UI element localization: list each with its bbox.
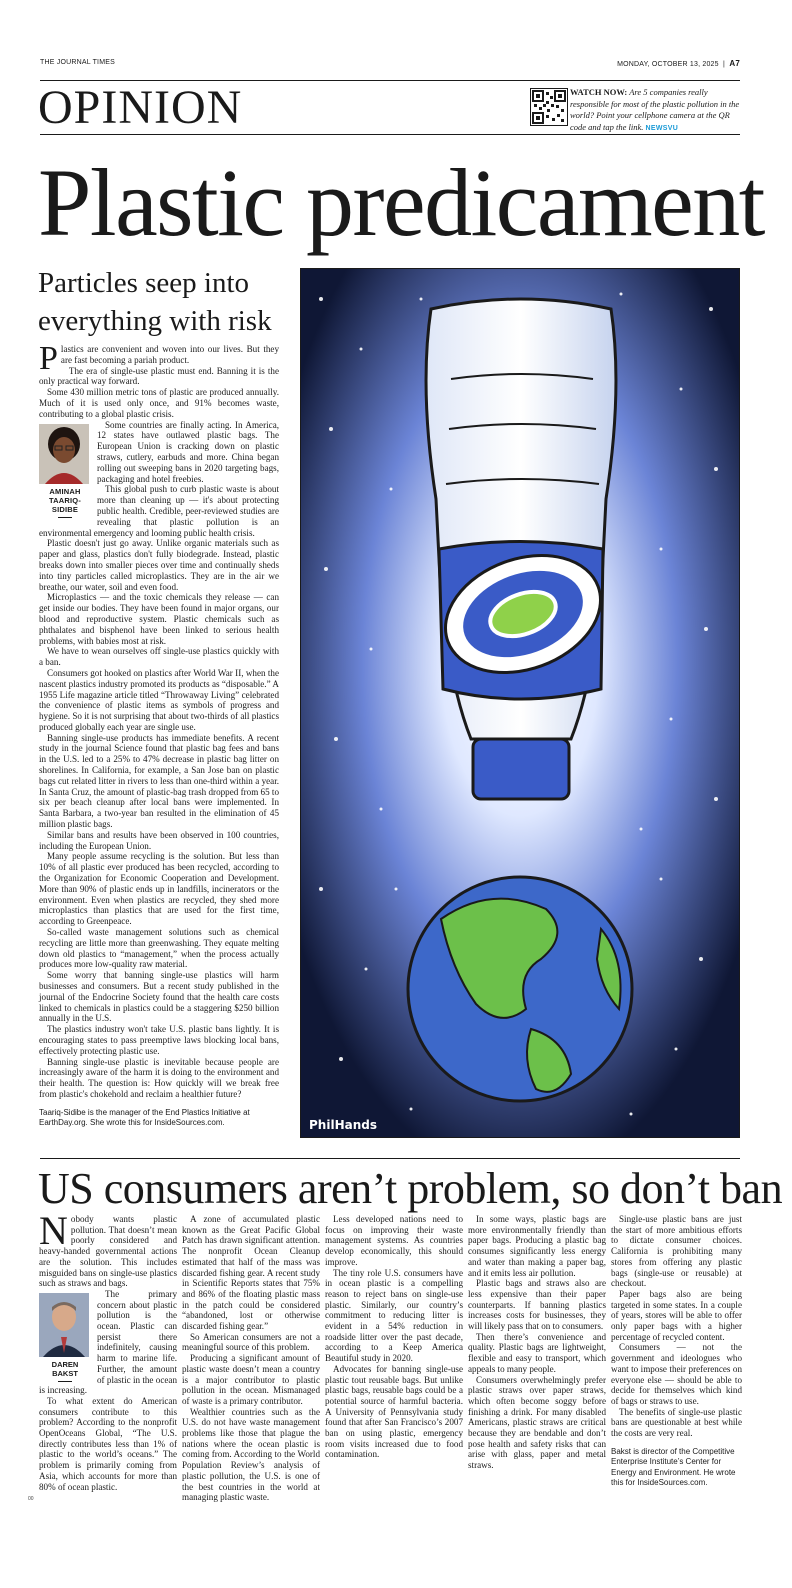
paragraph: Microplastics — and the toxic chemicals they release — can get inside our bodies. They have been found in major organs, our blood and reproductive system. Plastic chemicals such as phthalates and bisphenol have been linked to serious health problems, with babies most at risk. [39,592,279,646]
article1-deck: Particles seep into everything with risk [38,267,272,337]
page-number: A7 [729,59,740,68]
paragraph: So-called waste management solutions such as chemical recycling are little more than greenwashing. They equate melting down old plastics to “management,” when the process actually produces more low-quality raw material. [39,927,279,970]
article2-lead: obody wants plastic pollution. That doesn’t mean poorly considered and heavy-handed governmental actions are the solution. This includes misguided bans on single-use plastics such as straws and bags. [39,1214,177,1289]
divider [58,517,72,518]
author-tagline: Bakst is director of the Competitive Enterprise Institute’s Center for Energy and Environment. He wrote this for InsideSources.com. [611,1446,736,1488]
paragraph: To what extent do American consumers contribute to this problem? According to the nonprofit OpenOceans Global, “The U.S. directly contributes less than 1% of plastic to the world’s oceans.” The problem is primarily coming from Asia, which accounts for more than 80% of ocean plastic. [39,1395,177,1492]
editorial-cartoon [300,268,740,1138]
section-title: OPINION [38,81,243,134]
dropcap: N [39,1208,68,1253]
article2-headline: US consumers aren’t problem, so don’t ban [38,1164,783,1213]
promo-body: Are 5 companies really responsible for most of the plastic pollution in the world? Point your cellphone camera at the QR code and tap the link. [570,87,740,132]
author-name-line: AMINAH [49,486,81,496]
page-code: 00 [28,1496,34,1502]
paragraph: Paper bags also are being targeted in some states. In a couple of years, stores will be able to offer only paper bags with a higher percentage of recycled content. [611,1288,742,1342]
paragraph: Single-use plastic bans are just the start of more ambitious efforts to dictate consumer choices. California is prohibiting many stores from offering any plastic bags (single-use or reusable) at checkout. [611,1214,742,1289]
article2-column-3 [325,1214,463,1460]
article2-column-2 [182,1214,320,1503]
earth-globe-icon [408,877,632,1101]
author-name-line: BAKST [52,1368,78,1378]
paragraph: Plastic bags and straws also are less expensive than their paper counterparts. If banning plastics increases costs for businesses, they will likely pass that on to consumers. [468,1278,606,1332]
article-separator-rule [40,1158,740,1159]
article2-column-5 [611,1214,742,1489]
author-name-line: TAARIQ- [48,495,82,505]
paragraph: Similar bans and results have been observed in 100 countries, including the European Union. [39,829,279,851]
paragraph: Wealthier countries such as the U.S. do not have waste management problems like those that plague the nations where the ocean plastic is coming from. According to the World Population Review’s analysis of plastic pollution, the U.S. is one of the best countries in the world at managing plastic waste. [182,1406,320,1503]
paragraph: In some ways, plastic bags are more environmentally friendly than paper bags. Producing a plastic bag consumes significantly less energy and water than making a paper bag, and it emits less air pollution. [468,1214,606,1278]
issue-date: MONDAY, OCTOBER 13, 2025 [617,61,719,68]
paragraph: Some worry that banning single-use plastics will harm businesses and consumers. But a recent study published in the journal of the Endocrine Society found that the health care costs linked to chemicals in plastics could be a staggering $250 billion annually in the U.S. [39,970,279,1024]
promo-label: WATCH NOW: [570,87,628,97]
paragraph: Many people assume recycling is the solution. But less than 10% of all plastic ever produced has been recycled, according to the Organization for Economic Cooperation and Development. More than 90% of plastic ends up in landfills, incinerators or the environment. Even when plastics are recycled, they shed more microplastics than plastics that are used for the first time, according to Greenpeace. [39,851,279,927]
paragraph: The era of single-use plastic must end. Banning it is the only practical way forward. [39,365,279,387]
page-folio [40,59,740,71]
paragraph: A zone of accumulated plastic known as the Great Pacific Global Patch has drawn significant attention. The nonprofit Ocean Cleanup estimated that half of the mass was discarded fishing gear. A recent study in Scientific Reports states that 75% and 86% of the floating plastic mass in the patch could be considered “abandoned, lost or otherwise discarded fishing gear.” [182,1214,320,1332]
watch-now-promo[interactable] [530,88,740,130]
author-tagline: Taariq-Sidibe is the manager of the End Plastics Initiative at EarthDay.org. She wrote this for InsideSources.com. [39,1107,250,1128]
paragraph: Banning single-use plastic is inevitable because people are increasingly aware of the harm it is doing to the environment and their health. The question is: How quickly will we break free from plastic's chokehold and reclaim a healthier future? [39,1056,279,1099]
paragraph: Consumers got hooked on plastics after World War II, when the nascent plastics industry promoted its products as “disposable.” A 1955 Life magazine article titled “Throwaway Living” celebrated the convenience of plastic items as symbols of progress and hygiene. So it is not surprising that about two-thirds of all plastics produced globally each year are single use. [39,667,279,732]
author-portrait [39,1293,91,1382]
article2-column-1 [39,1208,177,1492]
paragraph: Some 430 million metric tons of plastic are produced annually. Much of it is used only once, and 91% becomes waste, contributing to a global plastic crisis. [39,387,279,419]
paragraph: Advocates for banning single-use plastic tout reusable bags. But unlike plastic bags, reusable bags could be a potential source of harmful bacteria. A University of Pennsylvania study found that after San Francisco’s 2007 ban on using plastic, emergency room visits increased due to food contamination. [325,1363,463,1460]
paragraph: Then there’s convenience and quality. Plastic bags are lightweight, flexible and easy to transport, which appeals to many people. [468,1331,606,1374]
author-name-line: SIDIBE [51,504,79,514]
article2-column-4 [468,1214,606,1471]
paragraph: Plastic doesn't just go away. Unlike organic materials such as paper and glass, plastics don't fully biodegrade. Instead, plastic breaks down into smaller pieces over time and continually sheds into tiny particles called microplastics. They are in the air we breathe, our water, soil and even food. [39,538,279,592]
paragraph: Some countries are finally acting. In America, 12 states have outlawed plastic bags. The European Union is cracking down on plastic straws, cutlery, earbuds and more. China began rolling out sweeping bans in 2020 targeting bags, packaging and hotel freebies. [97,419,279,484]
article1-lead: lastics are convenient and woven into our lives. But they are fast becoming a pariah product. [60,344,279,365]
author-portrait [39,424,91,518]
paragraph: Banning single-use products has immediate benefits. A recent study in the journal Science found that plastic bag fees and bans in the U.S. led to a 25% to 47% decrease in plastic bag litter on shorelines. In California, for example, a San Jose ban on plastic bags cut related litter in rivers to less than one-third within a year. In Santa Cruz, the amount of plastic-bag trash dropped from 65 to six per beach cleanup after local bans were implemented. In Santa Barbara, a two-year ban resulted in the elimination of 45 million plastic bags. [39,732,279,830]
article1-body [39,340,279,1129]
author-name-line: DAREN [51,1359,79,1369]
paragraph: Consumers — not the government and ideologues who want to impose their preferences on everyone else — should be able to decide for themselves which kind of bags or straws to use. [611,1342,742,1406]
paragraph: The benefits of single-use plastic bans are questionable at best while the costs are very real. [611,1406,742,1439]
paragraph: So American consumers are not a meaningful source of this problem. [182,1331,320,1353]
artist-signature: PhilHands [309,1118,377,1132]
dropcap: P [39,340,58,377]
author-name [39,487,91,514]
divider [58,1381,72,1382]
paragraph: The tiny role U.S. consumers have in ocean plastic is a compelling reason to reject bans on single-use plastic. Similarly, our country’s commitment to reducing litter is evident in a 54% reduction in roadside litter over the past decade, according to a Keep America Beautiful study in 2020. [325,1267,463,1364]
paragraph: The plastics industry won't take U.S. plastic bans lightly. It is encouraging states to pass preemptive laws blocking local bans, effectively protecting plastic use. [39,1024,279,1056]
newsvu-logo[interactable]: NEWSVU [645,124,679,132]
paragraph: Producing a significant amount of plastic waste doesn’t mean a country is a major contributor to plastic pollution in the ocean. Mismanaged of waste is a primary contributor. [182,1353,320,1406]
folio-date-page: MONDAY, OCTOBER 13, 2025 | A7 [617,59,740,68]
section-rule [40,134,740,135]
paragraph: This global push to curb plastic waste is about more than cleaning up — it's about protecting public health. Credible, peer-reviewed studies are revealing that plastic pollution is an environmental emergency and looming public health crisis. [39,484,279,538]
promo-text [570,87,742,134]
main-headline: Plastic predicament [38,149,764,256]
paragraph: We have to wean ourselves off single-use plastics quickly with a ban. [39,646,279,668]
author-name [39,1360,91,1378]
qr-code-icon[interactable] [530,88,568,126]
author-photo [39,1293,89,1357]
paragraph: Less developed nations need to focus on improving their waste management systems. As countries develop economically, this should improve. [325,1214,463,1267]
paragraph: Consumers overwhelmingly prefer plastic straws over paper straws, which often become soggy before finishing a drink. For many disabled Americans, plastic straws are critical because they are bendable and don’t pose health and safety risks that can arise with glass, paper and metal straws. [468,1374,606,1471]
paragraph: The primary concern about plastic pollution is the ocean. Plastic can persist there indefinitely, causing harm to marine life. Further, the amount of plastic in the ocean is increasing. [39,1288,177,1396]
cartoon-illustration [301,269,739,1137]
newspaper-name: THE JOURNAL TIMES [40,59,115,66]
author-photo [39,424,89,484]
